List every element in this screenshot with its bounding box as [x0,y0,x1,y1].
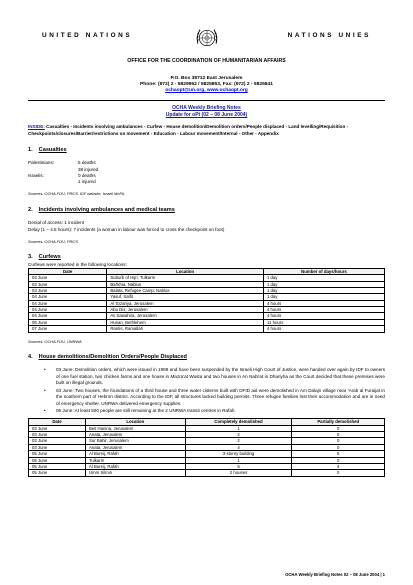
table-cell: 03 June [29,444,86,450]
table-cell: 3-storey building [185,451,292,457]
table-cell: 4 [185,444,292,450]
divider [28,100,385,101]
table-cell: Anata, Jerusalem [85,432,185,438]
table-cell: Beit Hanina, Jerusalem [85,425,185,431]
inside-text: Casualties - Incidents involving ambulances - Curfew - House demolition/Demolition orders/People displaced - Land levelling/Requisition - Checkpoints/closures/Barrier/restrictions on movement - Education - Labour movement/Internal - Other - Appendix [28,124,349,136]
table-cell: As Sawahira, Jerusalem [107,313,264,319]
delay-line: Delay (1 – 4.5 hours): 7 incidents (a woman in labour was forced to cross the checkpoint on foot) [28,226,225,232]
table-cell: 03 June [29,281,107,287]
section-number: 4. [28,354,33,361]
table-cell: 4 hours [263,326,384,332]
table-cell: Al Bureij, Rafah [85,451,185,457]
column-header: Date [29,268,107,274]
table-cell: 1 [185,425,292,431]
table-cell: 1 day [263,275,384,281]
section-title: Casualties [38,147,67,154]
table-cell: 0 [292,444,385,450]
table-cell: 2 [185,432,292,438]
table-cell: 04 June [29,313,107,319]
curfew-table [28,268,385,333]
table-cell: 5 [185,463,292,469]
org-name-fr: NATIONS UNIES [287,32,371,39]
table-cell: Bal'khia, Nablus [107,281,264,287]
section-title: Incidents involving ambulances and medical teams [38,207,175,214]
table-cell: 04 June [29,307,107,313]
casualty-label: Israelis: [28,172,44,178]
table-row [29,326,385,332]
casualties-israelis [28,173,385,185]
postal-address: P.O. Box 38712 East Jerusalem [170,75,243,81]
table-cell: Tulkarm [85,457,185,463]
inside-summary [28,124,385,137]
table-cell: 0 [292,457,385,463]
table-cell: 05 June [29,457,86,463]
org-name-en: UNITED NATIONS [42,32,133,39]
casualty-label: Palestinians: [28,160,55,166]
table-cell: 4 hours [263,313,384,319]
curfew-intro: Curfews were reported in the following locations: [28,262,127,268]
casualty-value: 5 deaths [78,160,96,166]
table-row [29,470,385,476]
section-heading-curfews [28,254,385,261]
column-header: Location [107,268,264,274]
contact-links[interactable]: ochaopt@un.org, www.ochaopt.org [165,88,248,94]
table-cell: 05 June [29,470,86,476]
section-heading-casualties [28,147,385,154]
denial-line: Denial of access: 1 incident [28,220,84,226]
table-cell: 0 [292,425,385,431]
casualties-palestinians [28,160,385,172]
table-cell: 4 [292,463,385,469]
table-cell: 03 June [29,275,107,281]
column-header: Partially demolished [292,419,385,425]
table-cell: Yasuf, Salfit [107,294,264,300]
table-cell: 07 June [29,326,107,332]
demolition-bullets [28,367,385,414]
table-cell: 03 June [29,438,86,444]
casualty-value: 1 injured [78,178,96,184]
table-cell: 04 June [29,294,107,300]
table-cell: 0 [292,470,385,476]
page-footer: OCHA Weekly Briefing Notes 02 – 08 June 2004 | 1 [285,572,385,577]
table-cell: 03 June [29,288,107,294]
column-header: Location [85,419,185,425]
column-header: Date [29,419,86,425]
table-cell: 1 [185,457,292,463]
table-cell: 0 [292,432,385,438]
un-emblem-icon [193,24,221,52]
table-cell: 1 day [263,294,384,300]
table-cell: Balata, Refugee Camp, Nablus [107,288,264,294]
table-cell: 4 hours [263,300,384,306]
table-cell: Abu Dis, Jerusalem [107,307,264,313]
table-cell: 03 June [29,432,86,438]
bullet-item: • 05 June: At least 500 people are still remaining at the 2 UNRWA transit centres in Rafah. [56,408,385,414]
source-note: Sources: OCHA FOU, UNRWA [28,338,82,344]
table-cell: 03 June [29,425,86,431]
briefing-title: OCHA Weekly Briefing Notes [172,104,241,111]
section-heading-demolitions [28,354,385,361]
table-cell: 2 [185,438,292,444]
section-title: House demolitions/Demolition Orders/People Displaced [38,354,187,361]
demolition-table [28,418,385,476]
table-cell: 4 hours [263,307,384,313]
table-cell: 1 day [263,288,384,294]
section-heading-ambulances [28,207,385,214]
table-cell: Umm Silmin [85,470,185,476]
office-name: OFFICE FOR THE COORDINATION OF HUMANITARIAN AFFAIRS [127,58,286,64]
table-cell: 0 [292,438,385,444]
table-cell: 05 June [29,319,107,325]
table-cell: Husan, Bethlehem [107,319,264,325]
table-cell: Sur Bahir, Jerusalem [85,438,185,444]
source-note: Sources: OCHA FOU, PRCS [28,239,78,245]
section-number: 1. [28,147,33,154]
bullet-item: • 03 June: Two houses, the foundations of a third house and three water cisterns built with DFID aid were demolished in Am Dalajn village near 'Arab al Furaijat in the southern part of Hebron district. According to the IDF, all structures lacked building permits. Three refugee families lost their accommodation and are in need of emergency shelter. UNRWA delivered emergency supplies. [56,388,385,407]
table-cell: 2 houses [185,470,292,476]
table-cell: 1 day [263,281,384,287]
ambulance-incidents [28,220,385,233]
table-cell: 5 [292,451,385,457]
phone-fax: Phone: (972) 2 - 5829962 / 5825853, Fax: (972) 2 - 5825841 [140,81,273,87]
inside-label: INSIDE: [28,124,45,130]
table-cell: Al Bureij, Rafah [85,463,185,469]
column-header: Number of days/hours [263,268,384,274]
source-note: Sources: OCHA FOU, PRCS, IDF website, Israeli MoFA. [28,191,126,197]
casualty-value: 38 injured [78,166,99,172]
section-number: 2. [28,207,33,214]
table-cell: Al 'Eizariya, Jerusalem [107,300,264,306]
table-cell: 05 June [29,451,86,457]
column-header: Completely demolished [185,419,292,425]
casualty-value: 0 deaths [78,172,96,178]
table-cell: 05 June [29,463,86,469]
table-cell: Suburb of Hijri, Tulkarm [107,275,264,281]
section-title: Curfews [38,254,61,261]
table-cell: 11 hours [263,319,384,325]
letterhead [28,24,385,54]
table-cell: 04 June [29,300,107,306]
table-cell: Anata, Jerusalem [85,444,185,450]
table-cell: Rantis, Ramallah [107,326,264,332]
address-block [28,76,385,95]
bullet-item: • 03 June: Demolition orders, which were issued in 1999 and have been suspended by the Israeli High Court of Justice, were handed over again by IDF to owners of one fuel station, two chicken farms and one house in Mazra'at Wusta and two houses in An Nabi'at in Dhariyha as the Court decided that these premises were built on illegal grounds. [56,367,385,386]
section-number: 3. [28,254,33,261]
briefing-subtitle: Update for oPt (02 – 08 June 2004) [165,111,248,118]
